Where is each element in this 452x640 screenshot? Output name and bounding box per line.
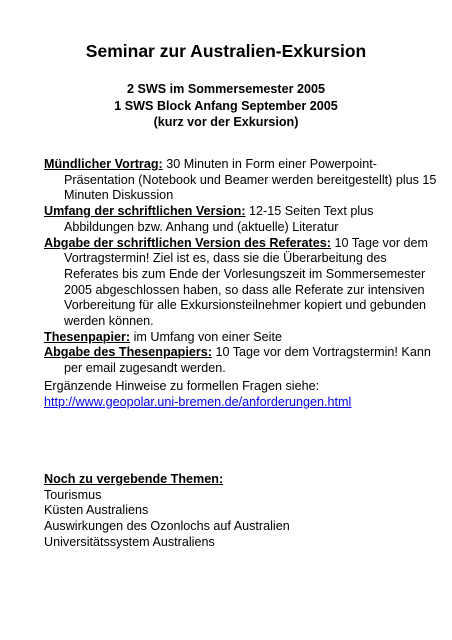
topics-heading: Noch zu vergebende Themen: xyxy=(44,472,224,486)
semester-info xyxy=(0,81,452,131)
requirement-label: Thesenpapier: xyxy=(44,329,131,344)
topic-item: Tourismus xyxy=(44,487,102,502)
requirement-text: 10 Tage vor dem Vortragstermin! Ziel ist es, dass sie die Überarbeitung des Referates bis zum Ende der Vorlesungszeit im Sommersemester 2005 abgeschlossen haben, so dass alle Referate zur intensiven Vorbereitung für alle Exkursionsteilnehmer kopiert und gebunden werden können. xyxy=(64,235,429,329)
semester-line-1: 2 SWS im Sommersemester 2005 xyxy=(126,82,326,96)
hint-section xyxy=(44,379,444,410)
topic-item: Küsten Australiens xyxy=(44,503,149,518)
requirement-label: Mündlicher Vortrag: xyxy=(44,157,163,171)
requirement-oral-presentation xyxy=(44,157,444,204)
semester-line-2: 1 SWS Block Anfang September 2005 xyxy=(114,98,338,113)
requirement-text: 30 Minuten in Form einer Powerpoint-Präsentation (Notebook und Beamer werden bereitgestellt) plus 15 Minuten Diskussion xyxy=(64,157,437,203)
requirement-written-submission xyxy=(44,236,444,330)
requirement-thesis-paper xyxy=(44,330,444,346)
topic-item: Auswirkungen des Ozonlochs auf Australien xyxy=(44,519,290,534)
semester-line-3: (kurz vor der Exkursion) xyxy=(153,115,299,129)
requirement-thesis-submission xyxy=(44,345,444,376)
requirement-written-scope xyxy=(44,204,444,235)
requirement-text: im Umfang von einer Seite xyxy=(130,329,282,344)
open-topics xyxy=(44,472,444,551)
requirement-label: Abgabe der schriftlichen Version des Referates: xyxy=(44,235,331,250)
requirement-label: Umfang der schriftlichen Version: xyxy=(44,204,246,219)
page-title: Seminar zur Australien-Exkursion xyxy=(85,41,367,61)
requirement-label: Abgabe des Thesenpapiers: xyxy=(44,345,212,360)
requirements-link[interactable]: http://www.geopolar.uni-bremen.de/anforderungen.html xyxy=(44,394,352,409)
topic-item: Universitätssystem Australiens xyxy=(44,534,215,549)
requirement-text: 10 Tage vor dem Vortragstermin! Kann per email zugesandt werden. xyxy=(64,345,431,376)
requirement-text: 12-15 Seiten Text plus Abbildungen bzw. Anhang und (aktuelle) Literatur xyxy=(64,204,374,234)
hint-text: Ergänzende Hinweise zu formellen Fragen siehe: xyxy=(44,379,320,393)
requirements-list xyxy=(44,157,444,377)
